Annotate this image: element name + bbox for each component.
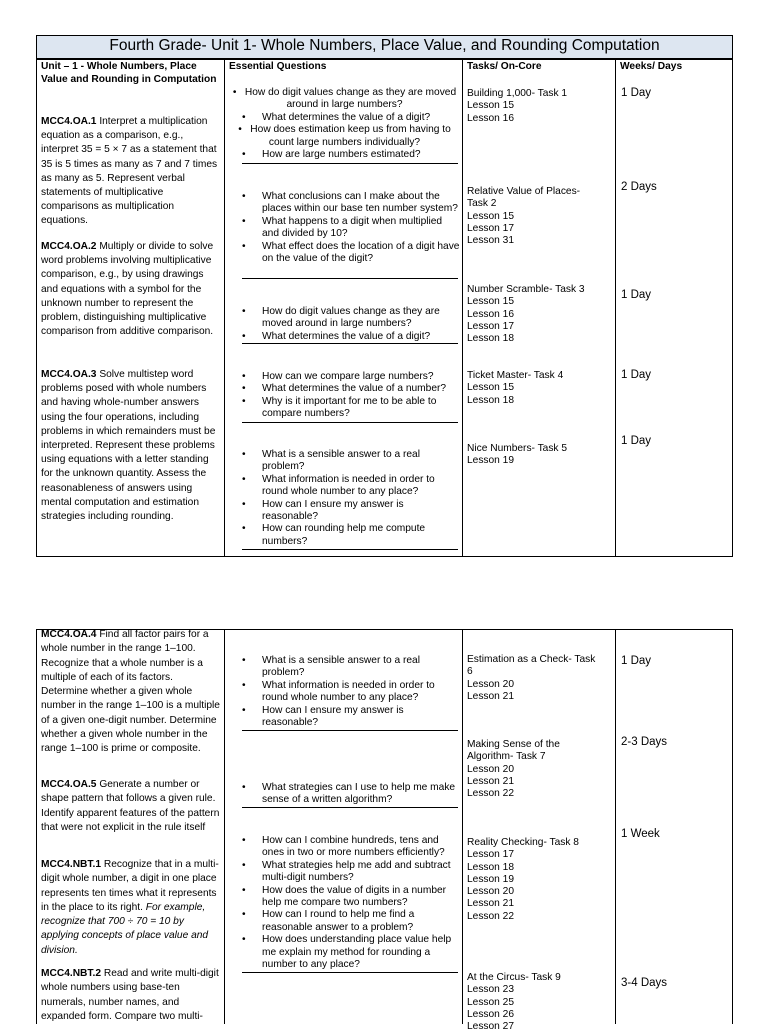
table-1-border-c1: [224, 59, 225, 557]
question-group-6-rule: [242, 730, 458, 731]
task-5: Nice Numbers- Task 5 Lesson 19: [467, 443, 568, 467]
table-1-border-c2: [462, 59, 463, 557]
question-item: • How can I ensure my answer is reasonable?: [229, 499, 460, 524]
header-unit: Unit – 1 - Whole Numbers, Place Value and Rounding in Computation: [41, 61, 217, 85]
question-group-7: [229, 782, 460, 807]
question-group-1: [229, 87, 460, 161]
question-group-2: [229, 191, 460, 265]
standard-nbt1: MCC4.NBT.1 Recognize that in a multi-digit whole number, a digit in one place represents ten times what it represents in the place to its right. For example, recognize that 700 ÷ 70 = 10 by applying concepts of place value and division.: [41, 859, 219, 956]
duration-1: 1 Day: [621, 87, 652, 99]
question-group-2-rule: [242, 278, 458, 279]
question-group-4-rule: [242, 422, 458, 423]
task-1: Building 1,000- Task 1 Lesson 15 Lesson 16: [467, 88, 568, 124]
question-item: • How are large numbers estimated?: [229, 149, 460, 161]
question-group-4: [229, 371, 460, 421]
task-3: Number Scramble- Task 3 Lesson 15 Lesson 16 Lesson 17 Lesson 18: [467, 284, 585, 345]
question-group-8-rule: [242, 972, 458, 973]
question-item: • What is a sensible answer to a real problem?: [229, 449, 460, 474]
standard-oa4: MCC4.OA.4 Find all factor pairs for a whole number in the range 1–100. Recognize that a whole number is a multiple of each of its factors. Determine whether a given whole number in the range 1–100 is a multiple of a given one-digit number. Determine whether a given whole number in the range 1–100 is prime or composite.: [41, 629, 220, 755]
table-1-top-border: [36, 59, 733, 60]
question-item: • What determines the value of a digit?: [229, 112, 460, 124]
question-group-3: [229, 306, 460, 343]
duration-2: 2 Days: [621, 181, 657, 193]
table-2-border-c3: [615, 629, 616, 1024]
question-item: • How can rounding help me compute numbers?: [229, 523, 460, 548]
task-6: Estimation as a Check- Task 6 Lesson 20 Lesson 21: [467, 654, 596, 702]
table-2-border-right: [732, 629, 733, 1024]
question-group-1-rule: [242, 163, 458, 164]
question-item: • How does understanding place value help me explain my method for rounding a number to any place?: [229, 934, 460, 971]
question-item: • What information is needed in order to round whole number to any place?: [229, 680, 460, 705]
page-title: Fourth Grade- Unit 1- Whole Numbers, Place Value, and Rounding Computation: [109, 37, 660, 54]
duration-3: 1 Day: [621, 289, 652, 301]
duration-8: 1 Week: [621, 828, 660, 840]
question-group-8: [229, 835, 460, 971]
question-item: • What happens to a digit when multiplied and divided by 10?: [229, 216, 460, 241]
duration-6: 1 Day: [621, 655, 652, 667]
header-essential-questions: Essential Questions: [229, 61, 327, 72]
question-group-3-rule: [242, 343, 458, 344]
table-1-border-left: [36, 35, 37, 557]
table-2-border-left: [36, 629, 37, 1024]
question-item: • How do digit values change as they are moved around in large numbers?: [229, 306, 460, 331]
duration-5: 1 Day: [621, 435, 652, 447]
standard-oa3: MCC4.OA.3 Solve multistep word problems posed with whole numbers and having whole-number answers using the four operations, including problems in which remainders must be interpreted. Represent these problems using equations with a letter standing for the unknown quantity. Assess the reasonableness of answers using mental computation and estimation strategies including rounding.: [41, 369, 216, 523]
table-2-border-c1: [224, 629, 225, 1024]
standard-oa5: MCC4.OA.5 Generate a number or shape pattern that follows a given rule. Identify apparent features of the pattern that were not explicit in the rule itself: [41, 779, 220, 833]
question-group-5: [229, 449, 460, 548]
standard-nbt2: MCC4.NBT.2 Read and write multi-digit whole numbers using base-ten numerals, number names, and expanded form. Compare two multi-: [41, 968, 219, 1022]
question-item: • How can I combine hundreds, tens and ones in two or more numbers efficiently?: [229, 835, 460, 860]
duration-9: 3-4 Days: [621, 977, 668, 989]
question-item: • How does the value of digits in a number help me compare two numbers?: [229, 885, 460, 910]
question-item: • How can I ensure my answer is reasonable?: [229, 705, 460, 730]
question-item: • What strategies help me add and subtract multi-digit numbers?: [229, 860, 460, 885]
duration-4: 1 Day: [621, 369, 652, 381]
header-weeks: Weeks/ Days: [620, 61, 683, 72]
table-2-border-c2: [462, 629, 463, 1024]
standard-oa1: MCC4.OA.1 Interpret a multiplication equation as a comparison, e.g., interpret 35 = 5 × 7 as a statement that 35 is 5 times as many as 7 and 7 times as many as 5. Represent verbal statements of multiplicative comparisons as multiplication equations.: [41, 116, 218, 227]
question-item: • What determines the value of a digit?: [229, 331, 460, 343]
question-item: • How does estimation keep us from having to count large numbers individually?: [238, 124, 451, 148]
question-group-6: [229, 655, 460, 729]
task-8: Reality Checking- Task 8 Lesson 17 Lesson 18 Lesson 19 Lesson 20 Lesson 21 Lesson 22: [467, 837, 579, 922]
question-item: • What is a sensible answer to a real problem?: [229, 655, 460, 680]
question-item: • How can I round to help me find a reasonable answer to a problem?: [229, 909, 460, 934]
table-1-border-right: [732, 35, 733, 557]
question-group-5-rule: [242, 549, 458, 550]
task-4: Ticket Master- Task 4 Lesson 15 Lesson 18: [467, 370, 564, 406]
table-1-border-c3: [615, 59, 616, 557]
question-item: • What information is needed in order to round whole number to any place?: [229, 474, 460, 499]
question-item: • What determines the value of a number?: [229, 383, 460, 395]
question-item: • What effect does the location of a digit have on the value of the digit?: [229, 241, 460, 266]
question-bullet: •: [232, 87, 245, 98]
task-9: At the Circus- Task 9 Lesson 23 Lesson 25 Lesson 26 Lesson 27: [467, 972, 561, 1033]
question-group-7-rule: [242, 807, 458, 808]
question-bullet: •: [238, 124, 251, 136]
question-item: • What strategies can I use to help me make sense of a written algorithm?: [229, 782, 460, 807]
question-item: • Why is it important for me to be able to compare numbers?: [229, 396, 460, 421]
header-tasks: Tasks/ On-Core: [467, 61, 542, 72]
duration-7: 2-3 Days: [621, 736, 668, 748]
question-item: • What conclusions can I make about the places within our base ten number system?: [229, 191, 460, 216]
question-item: • How can we compare large numbers?: [229, 371, 460, 383]
task-7: Making Sense of the Algorithm- Task 7 Lesson 20 Lesson 21 Lesson 22: [467, 739, 560, 800]
standard-oa2: MCC4.OA.2 Multiply or divide to solve word problems involving multiplicative comparison, e.g., by using drawings and equations with a symbol for the unknown number to represent the problem, distinguishing multiplicative comparison from additive comparison.: [41, 241, 214, 338]
table-1-bottom-border: [36, 556, 733, 557]
question-item: • How do digit values change as they are moved around in large numbers?: [232, 87, 457, 111]
task-2: Relative Value of Places- Task 2 Lesson 15 Lesson 17 Lesson 31: [467, 186, 581, 247]
